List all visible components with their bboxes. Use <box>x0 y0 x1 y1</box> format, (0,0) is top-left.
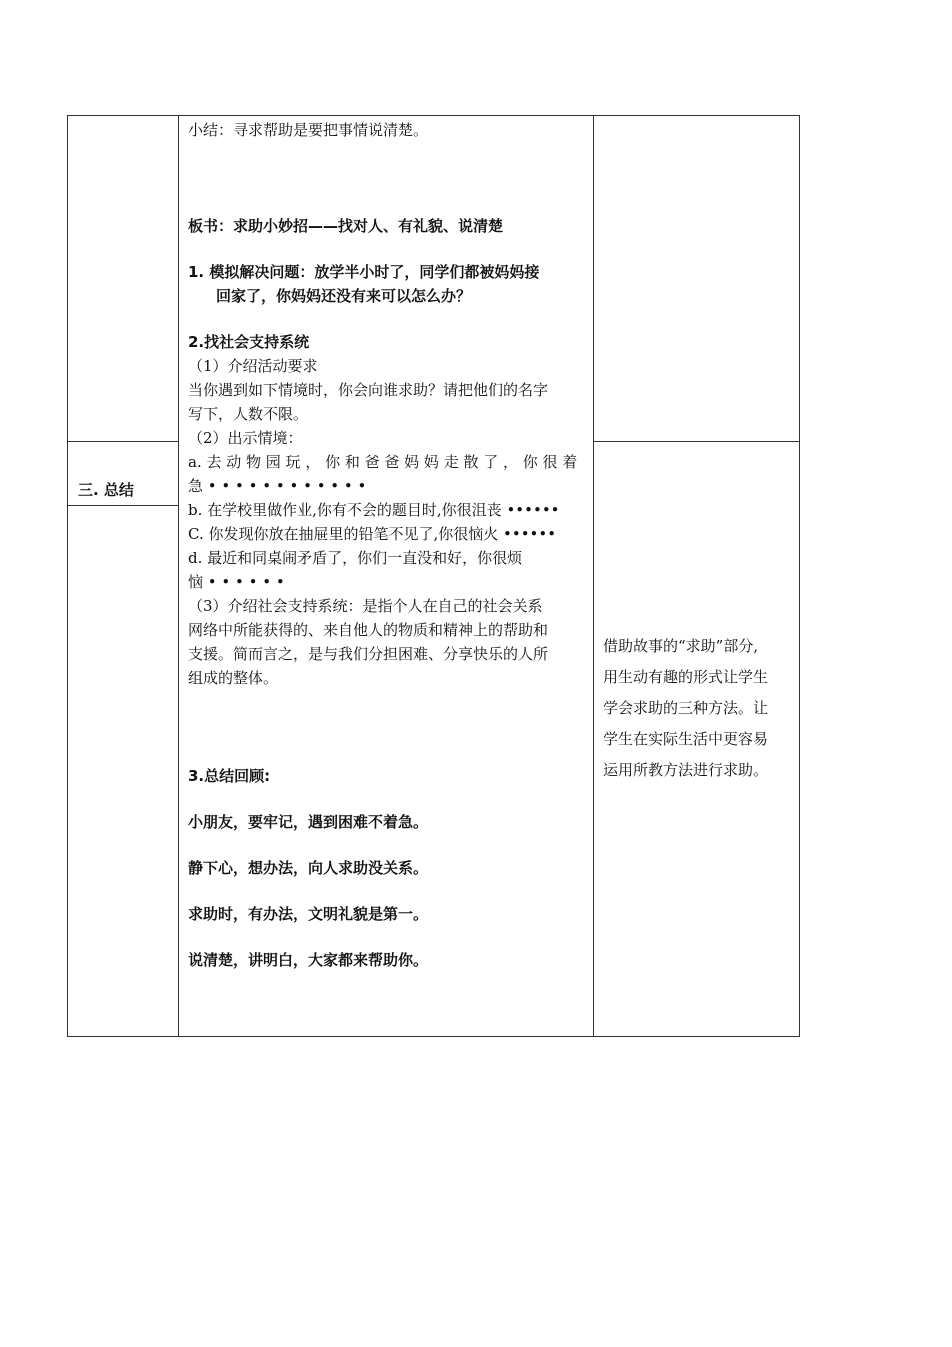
row-divider-left-2 <box>68 505 178 506</box>
step1-desc-line2: 写下，人数不限。 <box>188 405 309 423</box>
rhyme-line-1: 小朋友，要牢记，遇到困难不着急。 <box>188 813 429 831</box>
scenario-a-line1: a. 去 动 物 园 玩 ， 你 和 爸 爸 妈 妈 走 散 了 ， 你 很 着 <box>188 453 578 471</box>
scenario-b: b. 在学校里做作业,你有不会的题目时,你很沮丧 •••••• <box>188 501 560 519</box>
rhyme-line-4: 说清楚，讲明白，大家都来帮助你。 <box>188 951 429 969</box>
item1-line1: 1. 模拟解决问题：放学半小时了，同学们都被妈妈接 <box>188 263 540 281</box>
notes-line2: 用生动有趣的形式让学生 <box>603 668 769 686</box>
scenario-d-line2: 恼 • • • • • • <box>188 573 285 591</box>
notes-line3: 学会求助的三种方法。让 <box>603 699 769 717</box>
lesson-table <box>67 115 800 1037</box>
column-divider-2 <box>593 116 594 1036</box>
section-label: 三. 总结 <box>78 481 134 499</box>
rhyme-line-2: 静下心，想办法，向人求助没关系。 <box>188 859 429 877</box>
notes-line1: 借助故事的“求助”部分, <box>603 637 759 655</box>
item3-title: 3.总结回顾: <box>188 767 271 785</box>
item1-line2: 回家了，你妈妈还没有来可以怎么办？ <box>216 287 472 305</box>
summary-text: 小结：寻求帮助是要把事情说清楚。 <box>188 121 429 139</box>
notes-line4: 学生在实际生活中更容易 <box>603 730 769 748</box>
step1-text: （1）介绍活动要求 <box>188 357 318 375</box>
row-divider-right <box>593 441 800 442</box>
step3-line1: （3）介绍社会支持系统：是指个人在自己的社会关系 <box>188 597 543 615</box>
rhyme-line-3: 求助时，有办法，文明礼貌是第一。 <box>188 905 429 923</box>
notes-line5: 运用所教方法进行求助。 <box>603 761 769 779</box>
board-text: 板书：求助小妙招——找对人、有礼貌、说清楚 <box>188 217 504 235</box>
step3-line3: 支援。简而言之，是与我们分担困难、分享快乐的人所 <box>188 645 549 663</box>
scenario-d-line1: d. 最近和同桌闹矛盾了，你们一直没和好，你很烦 <box>188 549 523 567</box>
scenario-a-line2: 急 • • • • • • • • • • • • <box>188 477 367 495</box>
step2-text: （2）出示情境： <box>188 429 303 447</box>
item2-title: 2.找社会支持系统 <box>188 333 310 351</box>
row-divider-left-1 <box>68 441 178 442</box>
design-notes <box>603 631 793 786</box>
step3-line2: 网络中所能获得的、来自他人的物质和精神上的帮助和 <box>188 621 549 639</box>
content-cell <box>188 118 593 972</box>
scenario-c: C. 你发现你放在抽屉里的铅笔不见了,你很恼火 •••••• <box>188 525 557 543</box>
step1-desc-line1: 当你遇到如下情境时，你会向谁求助？请把他们的名字 <box>188 381 549 399</box>
step3-line4: 组成的整体。 <box>188 669 279 687</box>
column-divider-1 <box>178 116 179 1036</box>
